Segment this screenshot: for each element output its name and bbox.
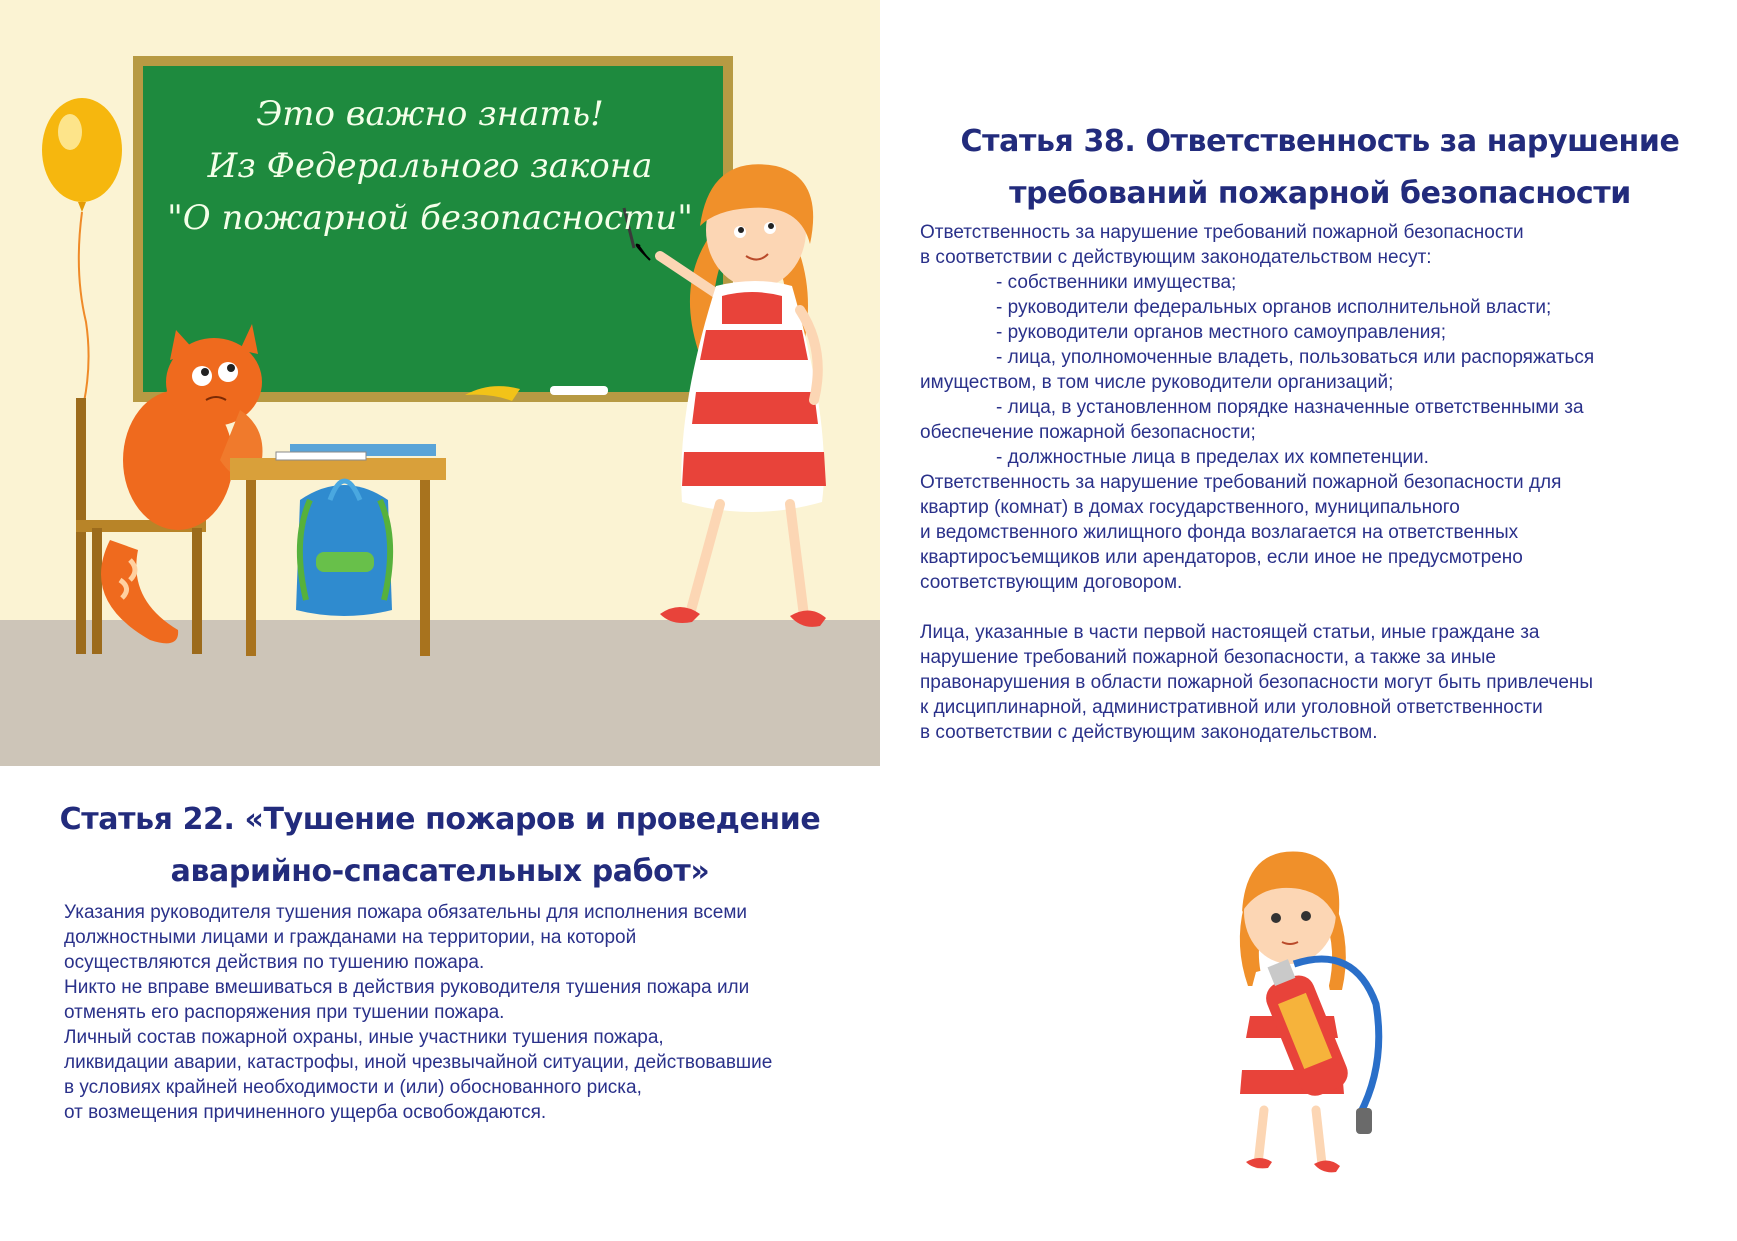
body-line: квартиросъемщиков или арендаторов, если иное не предусмотрено (920, 547, 1523, 568)
bullet-line: - руководители органов местного самоуправления; (996, 322, 1446, 343)
body-line: ликвидации аварии, катастрофы, иной чрезвычайной ситуации, действовавшие (64, 1052, 773, 1073)
chalkboard-line: Из Федерального закона (207, 146, 653, 186)
body-line: нарушение требований пожарной безопасности, а также за иные (920, 647, 1496, 668)
body-line: Никто не вправе вмешиваться в действия руководителя тушения пожара или (64, 977, 750, 998)
body-line: имуществом, в том числе руководители организаций; (920, 372, 1394, 393)
girl-extinguisher-svg (1216, 846, 1396, 1176)
body-line: и ведомственного жилищного фонда возлагается на ответственных (920, 522, 1519, 543)
floor (0, 620, 880, 766)
bullet-line: - должностные лица в пределах их компетенции. (996, 447, 1429, 468)
bullet-line: - лица, в установленном порядке назначенные ответственными за (996, 397, 1584, 418)
title-line: Статья 38. Ответственность за нарушение (960, 124, 1680, 159)
body-line: осуществляются действия по тушению пожара. (64, 952, 485, 973)
body-line: отменять его распоряжения при тушении пожара. (64, 1002, 505, 1023)
article-38-body (920, 220, 1720, 745)
bullet-line: - руководители федеральных органов исполнительной власти; (996, 297, 1552, 318)
body-line: Ответственность за нарушение требований пожарной безопасности (920, 222, 1524, 243)
body-line: соответствующим договором. (920, 572, 1183, 593)
title-line: Статья 22. «Тушение пожаров и проведение (59, 802, 821, 837)
paragraph-gap (920, 595, 1720, 620)
bullet-line: - лица, уполномоченные владеть, пользоваться или распоряжаться (996, 347, 1595, 368)
body-line: Лица, указанные в части первой настоящей статьи, иные граждане за (920, 622, 1540, 643)
body-line: квартир (комнат) в домах государственного, муниципального (920, 497, 1460, 518)
backpack-icon (296, 481, 392, 616)
chalkboard-line: "О пожарной безопасности" (167, 198, 693, 238)
body-line: Ответственность за нарушение требований пожарной безопасности для (920, 472, 1562, 493)
body-line: в соответствии с действующим законодательством несут: (920, 247, 1432, 268)
chalk-piece (550, 386, 608, 395)
girl-with-extinguisher-illustration (1216, 846, 1396, 1180)
body-line: к дисциплинарной, административной или уголовной ответственности (920, 697, 1543, 718)
body-line: в условиях крайней необходимости и (или) обоснованного риска, (64, 1077, 642, 1098)
body-line: обеспечение пожарной безопасности; (920, 422, 1256, 443)
article-22-body (64, 900, 864, 1125)
title-line: требований пожарной безопасности (1009, 176, 1631, 211)
body-line: от возмещения причиненного ущерба освобождаются. (64, 1102, 547, 1123)
title-line: аварийно-спасательных работ» (170, 854, 710, 889)
body-line: должностными лицами и гражданами на территории, на которой (64, 927, 637, 948)
article-38-title (920, 116, 1720, 220)
body-line: правонарушения в области пожарной безопасности могут быть привлечены (920, 672, 1594, 693)
article-22-title (40, 794, 840, 898)
chalkboard-text (140, 88, 720, 244)
body-line: Указания руководителя тушения пожара обязательны для исполнения всеми (64, 902, 747, 923)
bullet-line: - собственники имущества; (996, 272, 1237, 293)
classroom-illustration (0, 0, 880, 766)
body-line: Личный состав пожарной охраны, иные участники тушения пожара, (64, 1027, 664, 1048)
chalkboard-line: Это важно знать! (256, 94, 604, 134)
body-line: в соответствии с действующим законодательством. (920, 722, 1378, 743)
